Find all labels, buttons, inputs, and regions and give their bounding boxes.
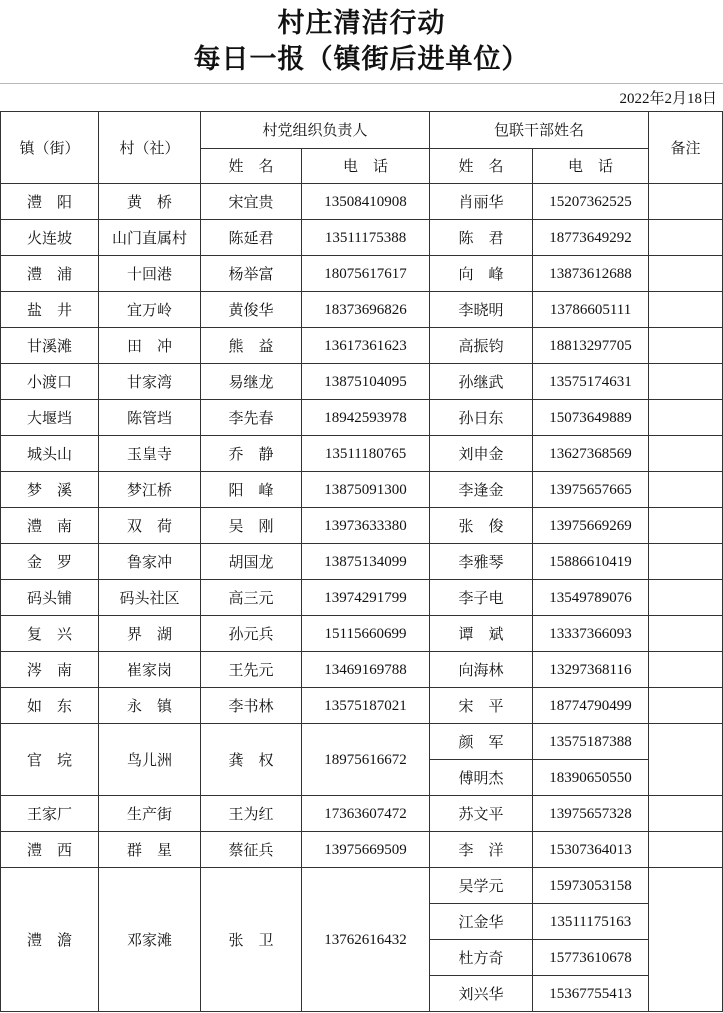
cadre-phone-cell: 13786605111	[533, 292, 649, 328]
report-header	[0, 0, 723, 110]
cadre-phone-cell: 13575187388	[533, 724, 649, 760]
leader-name-cell: 宋宜贵	[201, 184, 302, 220]
cadre-phone-cell: 15367755413	[533, 976, 649, 1012]
table-row	[1, 292, 723, 328]
cadre-phone-cell: 18773649292	[533, 220, 649, 256]
remark-cell	[649, 580, 723, 616]
col-header-leader-phone: 电 话	[302, 149, 430, 184]
report-table	[0, 111, 723, 1012]
village-cell: 生产街	[99, 796, 201, 832]
town-cell: 王家厂	[1, 796, 99, 832]
table-row	[1, 616, 723, 652]
remark-cell	[649, 724, 723, 796]
village-cell: 陈管垱	[99, 400, 201, 436]
leader-phone-cell: 17363607472	[302, 796, 430, 832]
town-cell: 金 罗	[1, 544, 99, 580]
remark-cell	[649, 436, 723, 472]
cadre-phone-cell: 13975657328	[533, 796, 649, 832]
leader-name-cell: 张 卫	[201, 868, 302, 1012]
cadre-phone-cell: 13575174631	[533, 364, 649, 400]
cadre-name-cell: 宋 平	[430, 688, 533, 724]
cadre-name-cell: 孙继武	[430, 364, 533, 400]
col-header-remark: 备注	[649, 112, 723, 184]
table-row	[1, 256, 723, 292]
cadre-name-cell: 杜方奇	[430, 940, 533, 976]
cadre-name-cell: 孙日东	[430, 400, 533, 436]
town-cell: 官 垸	[1, 724, 99, 796]
leader-phone-cell: 15115660699	[302, 616, 430, 652]
leader-name-cell: 吴 刚	[201, 508, 302, 544]
page-title: 村庄清洁行动	[277, 8, 446, 39]
town-cell: 小渡口	[1, 364, 99, 400]
cadre-name-cell: 吴学元	[430, 868, 533, 904]
village-cell: 梦江桥	[99, 472, 201, 508]
leader-name-cell: 易继龙	[201, 364, 302, 400]
village-cell: 甘家湾	[99, 364, 201, 400]
cadre-name-cell: 刘申金	[430, 436, 533, 472]
leader-name-cell: 熊 益	[201, 328, 302, 364]
leader-name-cell: 王为红	[201, 796, 302, 832]
town-cell: 码头铺	[1, 580, 99, 616]
leader-phone-cell: 13875104095	[302, 364, 430, 400]
table-row	[1, 436, 723, 472]
leader-phone-cell: 13974291799	[302, 580, 430, 616]
remark-cell	[649, 544, 723, 580]
table-row	[1, 724, 723, 760]
leader-name-cell: 王先元	[201, 652, 302, 688]
cadre-name-cell: 谭 斌	[430, 616, 533, 652]
col-header-cadre-phone: 电 话	[533, 149, 649, 184]
town-cell: 大堰垱	[1, 400, 99, 436]
leader-phone-cell: 13875134099	[302, 544, 430, 580]
cadre-name-cell: 李 洋	[430, 832, 533, 868]
village-cell: 群 星	[99, 832, 201, 868]
village-cell: 山门直属村	[99, 220, 201, 256]
cadre-phone-cell: 15073649889	[533, 400, 649, 436]
table-row	[1, 580, 723, 616]
table-row	[1, 832, 723, 868]
date-row	[0, 83, 723, 111]
remark-cell	[649, 364, 723, 400]
village-cell: 界 湖	[99, 616, 201, 652]
village-cell: 永 镇	[99, 688, 201, 724]
leader-name-cell: 蔡征兵	[201, 832, 302, 868]
leader-phone-cell: 18975616672	[302, 724, 430, 796]
leader-phone-cell: 18942593978	[302, 400, 430, 436]
town-cell: 涔 南	[1, 652, 99, 688]
cadre-name-cell: 肖丽华	[430, 184, 533, 220]
leader-phone-cell: 13975669509	[302, 832, 430, 868]
village-cell: 田 冲	[99, 328, 201, 364]
table-row	[1, 652, 723, 688]
leader-phone-cell: 13762616432	[302, 868, 430, 1012]
remark-cell	[649, 616, 723, 652]
village-cell: 鸟儿洲	[99, 724, 201, 796]
table-row	[1, 184, 723, 220]
leader-phone-cell: 13575187021	[302, 688, 430, 724]
leader-name-cell: 孙元兵	[201, 616, 302, 652]
village-cell: 十回港	[99, 256, 201, 292]
remark-cell	[649, 400, 723, 436]
table-row	[1, 508, 723, 544]
leader-phone-cell: 13508410908	[302, 184, 430, 220]
remark-cell	[649, 652, 723, 688]
town-cell: 城头山	[1, 436, 99, 472]
village-cell: 邓家滩	[99, 868, 201, 1012]
remark-cell	[649, 688, 723, 724]
remark-cell	[649, 832, 723, 868]
col-header-cadre-name: 姓 名	[430, 149, 533, 184]
col-header-party-leader: 村党组织负责人	[201, 112, 430, 149]
cadre-name-cell: 李雅琴	[430, 544, 533, 580]
cadre-name-cell: 高振钧	[430, 328, 533, 364]
leader-name-cell: 高三元	[201, 580, 302, 616]
town-cell: 火连坡	[1, 220, 99, 256]
town-cell: 甘溪滩	[1, 328, 99, 364]
col-header-leader-name: 姓 名	[201, 149, 302, 184]
cadre-name-cell: 苏文平	[430, 796, 533, 832]
leader-name-cell: 阳 峰	[201, 472, 302, 508]
town-cell: 澧 浦	[1, 256, 99, 292]
village-cell: 鲁家冲	[99, 544, 201, 580]
cadre-phone-cell: 18774790499	[533, 688, 649, 724]
remark-cell	[649, 508, 723, 544]
remark-cell	[649, 796, 723, 832]
leader-name-cell: 陈延君	[201, 220, 302, 256]
cadre-phone-cell: 15973053158	[533, 868, 649, 904]
cadre-phone-cell: 18813297705	[533, 328, 649, 364]
cadre-name-cell: 江金华	[430, 904, 533, 940]
cadre-name-cell: 李子电	[430, 580, 533, 616]
leader-phone-cell: 13469169788	[302, 652, 430, 688]
cadre-name-cell: 李逢金	[430, 472, 533, 508]
cadre-name-cell: 向海林	[430, 652, 533, 688]
village-cell: 玉皇寺	[99, 436, 201, 472]
town-cell: 澧 阳	[1, 184, 99, 220]
leader-phone-cell: 13511180765	[302, 436, 430, 472]
remark-cell	[649, 256, 723, 292]
town-cell: 澧 澹	[1, 868, 99, 1012]
town-cell: 如 东	[1, 688, 99, 724]
leader-phone-cell: 18075617617	[302, 256, 430, 292]
leader-phone-cell: 13511175388	[302, 220, 430, 256]
leader-name-cell: 李先春	[201, 400, 302, 436]
town-cell: 梦 溪	[1, 472, 99, 508]
report-date: 2022年2月18日	[619, 91, 717, 107]
cadre-phone-cell: 18390650550	[533, 760, 649, 796]
village-cell: 崔家岗	[99, 652, 201, 688]
table-row	[1, 328, 723, 364]
col-header-town: 镇（街）	[1, 112, 99, 184]
cadre-phone-cell: 13549789076	[533, 580, 649, 616]
town-cell: 澧 西	[1, 832, 99, 868]
table-row	[1, 544, 723, 580]
leader-name-cell: 李书林	[201, 688, 302, 724]
village-cell: 黄 桥	[99, 184, 201, 220]
col-header-village: 村（社）	[99, 112, 201, 184]
cadre-name-cell: 刘兴华	[430, 976, 533, 1012]
cadre-phone-cell: 15773610678	[533, 940, 649, 976]
remark-cell	[649, 472, 723, 508]
cadre-name-cell: 傅明杰	[430, 760, 533, 796]
leader-name-cell: 黄俊华	[201, 292, 302, 328]
leader-phone-cell: 13875091300	[302, 472, 430, 508]
remark-cell	[649, 868, 723, 1012]
leader-name-cell: 龚 权	[201, 724, 302, 796]
village-cell: 码头社区	[99, 580, 201, 616]
cadre-name-cell: 张 俊	[430, 508, 533, 544]
cadre-name-cell: 陈 君	[430, 220, 533, 256]
leader-name-cell: 乔 静	[201, 436, 302, 472]
table-row	[1, 688, 723, 724]
cadre-phone-cell: 13337366093	[533, 616, 649, 652]
cadre-name-cell: 颜 军	[430, 724, 533, 760]
cadre-phone-cell: 15207362525	[533, 184, 649, 220]
cadre-phone-cell: 15886610419	[533, 544, 649, 580]
leader-name-cell: 胡国龙	[201, 544, 302, 580]
cadre-name-cell: 向 峰	[430, 256, 533, 292]
table-row	[1, 220, 723, 256]
town-cell: 复 兴	[1, 616, 99, 652]
table-row	[1, 796, 723, 832]
town-cell: 澧 南	[1, 508, 99, 544]
remark-cell	[649, 292, 723, 328]
village-cell: 宜万岭	[99, 292, 201, 328]
cadre-phone-cell: 13511175163	[533, 904, 649, 940]
leader-phone-cell: 13617361623	[302, 328, 430, 364]
remark-cell	[649, 220, 723, 256]
cadre-phone-cell: 13297368116	[533, 652, 649, 688]
cadre-name-cell: 李晓明	[430, 292, 533, 328]
cadre-phone-cell: 13975657665	[533, 472, 649, 508]
cadre-phone-cell: 13627368569	[533, 436, 649, 472]
table-row	[1, 472, 723, 508]
cadre-phone-cell: 13873612688	[533, 256, 649, 292]
table-row	[1, 364, 723, 400]
table-row	[1, 868, 723, 904]
leader-phone-cell: 18373696826	[302, 292, 430, 328]
table-body	[1, 184, 723, 1012]
remark-cell	[649, 184, 723, 220]
remark-cell	[649, 328, 723, 364]
village-cell: 双 荷	[99, 508, 201, 544]
page-subtitle: 每日一报（镇街后进单位）	[193, 44, 530, 75]
leader-name-cell: 杨举富	[201, 256, 302, 292]
cadre-phone-cell: 15307364013	[533, 832, 649, 868]
col-header-cadre: 包联干部姓名	[430, 112, 649, 149]
table-row	[1, 400, 723, 436]
cadre-phone-cell: 13975669269	[533, 508, 649, 544]
town-cell: 盐 井	[1, 292, 99, 328]
leader-phone-cell: 13973633380	[302, 508, 430, 544]
